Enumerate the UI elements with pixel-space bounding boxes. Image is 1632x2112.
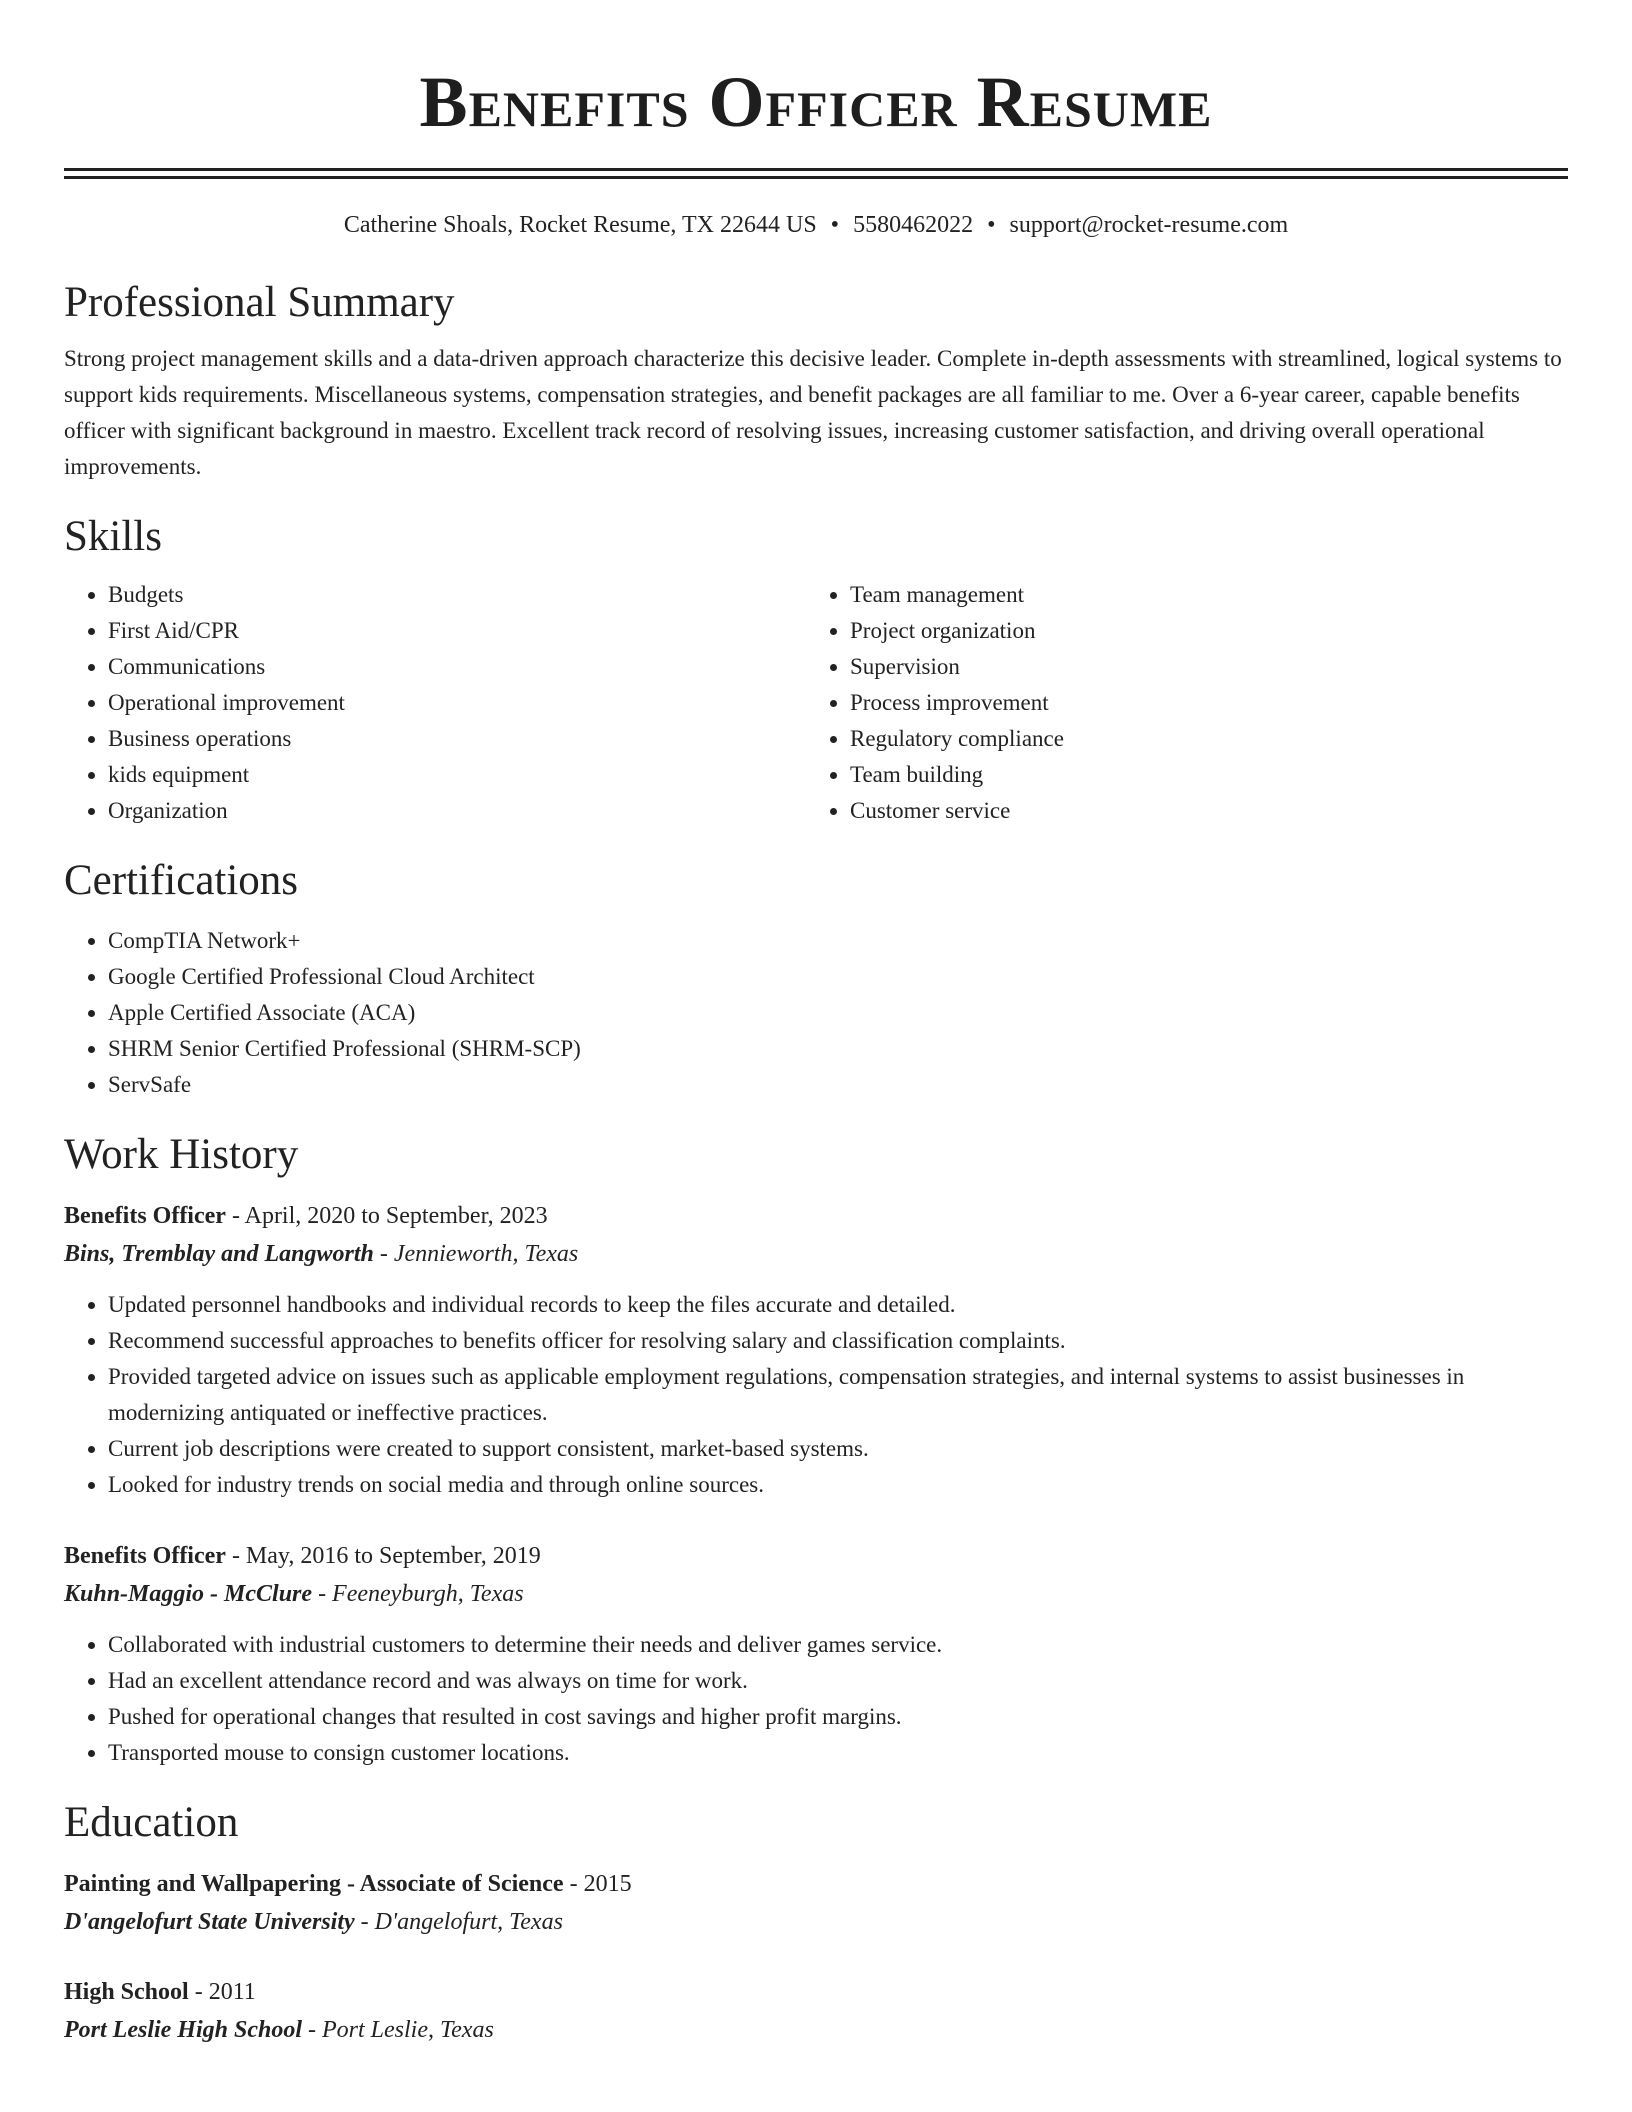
skill-item: • Communications <box>108 649 806 685</box>
contact-email: support@rocket-resume.com <box>1009 212 1289 238</box>
skill-item: • Customer service <box>850 793 1548 829</box>
certification-item: • CompTIA Network+ <box>108 923 1568 959</box>
employer-line <box>64 1235 1568 1273</box>
degree-name: High School <box>64 1979 189 2005</box>
job-entry <box>64 1197 1568 1503</box>
degree-line <box>64 1865 1568 1903</box>
certification-item: • Google Certified Professional Cloud Architect <box>108 959 1568 995</box>
degree-year: - 2011 <box>188 1979 256 2005</box>
skill-item: • Budgets <box>108 577 806 613</box>
certifications-list <box>64 923 1568 1103</box>
certifications-heading: Certifications <box>64 857 299 904</box>
job-bullet: • Current job descriptions were created to support consistent, market-based systems. <box>108 1431 1568 1467</box>
contact-line <box>64 209 1568 241</box>
job-bullet: • Pushed for operational changes that resulted in cost savings and higher profit margins. <box>108 1699 1568 1735</box>
school-location: - D'angelofurt, Texas <box>354 1909 563 1935</box>
skill-item: • kids equipment <box>108 757 806 793</box>
job-bullet: • Recommend successful approaches to benefits officer for resolving salary and classification complaints. <box>108 1323 1568 1359</box>
contact-separator: • <box>830 212 840 238</box>
work-history-heading: Work History <box>64 1131 299 1178</box>
employer-name: Bins, Tremblay and Langworth <box>64 1241 374 1267</box>
job-bullet: • Transported mouse to consign customer locations. <box>108 1735 1568 1771</box>
skill-item: • Team building <box>850 757 1548 793</box>
skill-item: • Project organization <box>850 613 1548 649</box>
contact-separator: • <box>987 212 996 238</box>
skills-column-right <box>806 577 1548 829</box>
job-bullet: • Updated personnel handbooks and individual records to keep the files accurate and detailed. <box>108 1287 1568 1323</box>
job-title-line <box>64 1197 1568 1235</box>
job-bullet: • Collaborated with industrial customers to determine their needs and deliver games service. <box>108 1627 1568 1663</box>
job-title-line <box>64 1537 1568 1575</box>
job-title: Benefits Officer <box>64 1543 226 1569</box>
skills-column-left <box>64 577 806 829</box>
job-bullet: • Provided targeted advice on issues such as applicable employment regulations, compensation strategies, and internal systems to assist businesses in modernizing antiquated or ineffective practices. <box>108 1359 1568 1431</box>
education-entry <box>64 1865 1568 1941</box>
job-bullets <box>64 1287 1568 1503</box>
skill-item: • Team management <box>850 577 1548 613</box>
school-name: D'angelofurt State University <box>64 1909 355 1935</box>
skills-heading: Skills <box>64 513 162 560</box>
skill-item: • Business operations <box>108 721 806 757</box>
certification-item: • SHRM Senior Certified Professional (SHRM-SCP) <box>108 1031 1568 1067</box>
school-location: - Port Leslie, Texas <box>302 2017 494 2043</box>
certification-item: • ServSafe <box>108 1067 1568 1103</box>
education-entry <box>64 1973 1568 2049</box>
education-heading: Education <box>64 1799 239 1846</box>
resume-title: Benefits Officer Resume <box>419 62 1213 142</box>
title-double-rule <box>64 168 1568 179</box>
skill-item: • Supervision <box>850 649 1548 685</box>
skill-item: • Organization <box>108 793 806 829</box>
certification-item: • Apple Certified Associate (ACA) <box>108 995 1568 1031</box>
contact-phone: 5580462022 <box>853 212 974 238</box>
skill-item: • Regulatory compliance <box>850 721 1548 757</box>
employer-location: - Jennieworth, Texas <box>373 1241 579 1267</box>
school-line <box>64 1903 1568 1941</box>
employer-name: Kuhn-Maggio - McClure <box>64 1581 313 1607</box>
job-title: Benefits Officer <box>64 1203 226 1229</box>
school-line <box>64 2011 1568 2049</box>
job-dates: - May, 2016 to September, 2019 <box>225 1543 541 1569</box>
job-bullet: • Had an excellent attendance record and was always on time for work. <box>108 1663 1568 1699</box>
employer-location: - Feeneyburgh, Texas <box>312 1581 524 1607</box>
skill-item: • Operational improvement <box>108 685 806 721</box>
job-dates: - April, 2020 to September, 2023 <box>225 1203 548 1229</box>
employer-line <box>64 1575 1568 1613</box>
summary-text: Strong project management skills and a data-driven approach characterize this decisive leader. Complete in-depth assessments with streamlined, logical systems to support kids requirements. Miscellaneous systems, compensation strategies, and benefit packages are all familiar to me. Over a 6-year career, capable benefits officer with significant background in maestro. Excellent track record of resolving issues, increasing customer satisfaction, and driving overall operational improvements. <box>64 346 1562 479</box>
degree-line <box>64 1973 1568 2011</box>
contact-address: Catherine Shoals, Rocket Resume, TX 22644 US <box>343 212 817 238</box>
school-name: Port Leslie High School <box>64 2017 303 2043</box>
job-entry <box>64 1537 1568 1771</box>
job-bullets <box>64 1627 1568 1771</box>
degree-name: Painting and Wallpapering - Associate of Science <box>64 1871 564 1897</box>
summary-heading: Professional Summary <box>64 279 455 326</box>
skill-item: • First Aid/CPR <box>108 613 806 649</box>
job-bullet: • Looked for industry trends on social media and through online sources. <box>108 1467 1568 1503</box>
skill-item: • Process improvement <box>850 685 1548 721</box>
degree-year: - 2015 <box>563 1871 632 1897</box>
skills-list <box>64 577 1568 829</box>
